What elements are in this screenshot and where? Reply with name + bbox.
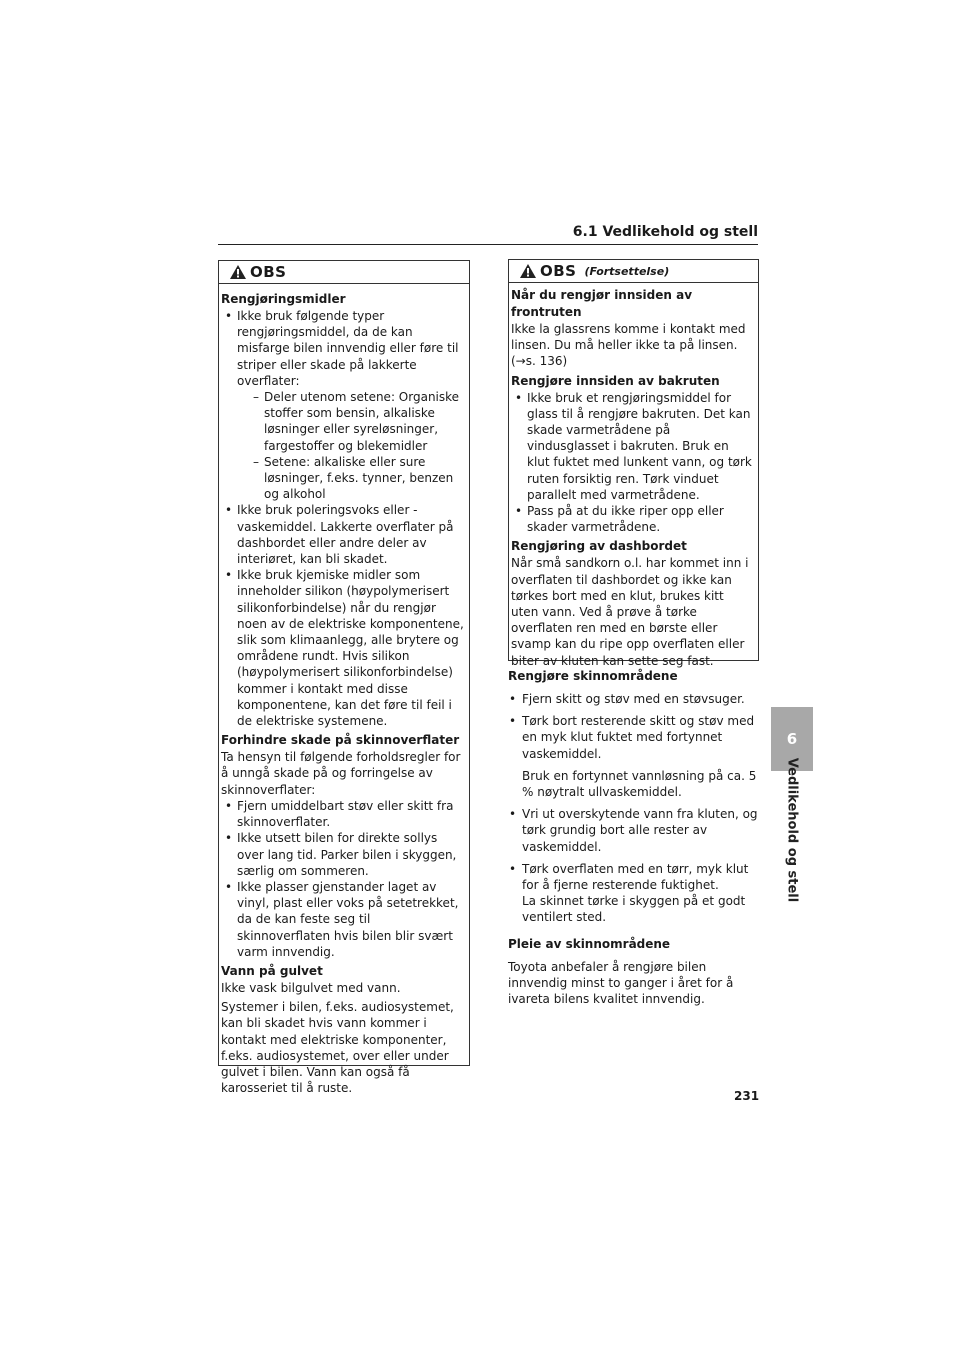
list-item: • Fjern skitt og støv med en støvsuger.: [508, 691, 758, 707]
continued-label: (Fortsettelse): [584, 264, 670, 278]
list-item: [508, 861, 758, 926]
warning-icon: [519, 263, 537, 279]
list-item: [221, 308, 465, 502]
paragraph: Når små sandkorn o.l. har kommet inn i overflaten til dashbordet og ikke kan tørkes bort med en klut, brukes kitt uten vann. Ved å prøve å tørke overflaten ren med en børste eller svamp kan du ripe opp overflaten eller biter av kluten kan sette seg fast.: [511, 556, 749, 668]
heading-water-floor: Vann på gulvet: [221, 963, 323, 978]
heading-windshield: Når du rengjør innsiden av frontruten: [511, 288, 693, 319]
list-item: • Ikke bruk poleringsvoks eller -vaskemiddel. Lakkerte overflater på dashbordet eller andre deler av interiøret, kan bli skadet.: [221, 502, 465, 567]
paragraph: Ta hensyn til følgende forholdsregler for å unngå skade på og forringelse av skinnoverflater:: [221, 750, 461, 797]
sub-list-item: – Deler utenom setene: Organiske stoffer som bensin, alkaliske løsninger eller syreløsninger, fargestoffer og blekemidler: [237, 389, 465, 454]
paragraph: Toyota anbefaler å rengjøre bilen innvendig minst to ganger i året for å ivareta bilens kvalitet innvendig.: [508, 959, 734, 1007]
list-item-text: Tørk overflaten med en tørr, myk klut for å fjerne resterende fuktighet.: [522, 861, 749, 893]
list-item-text: Ikke bruk følgende typer rengjøringsmiddel, da de kan misfarge bilen innvendig eller føre til striper eller skade på lakkerte overflater:: [237, 309, 459, 388]
list-item: • Ikke plasser gjenstander laget av vinyl, plast eller voks på setetrekket, da de kan feste seg til skinnoverflaten hvis bilen blir svært varm innvendig.: [221, 879, 465, 960]
list-item: [508, 713, 758, 800]
list-item-subtext: La skinnet tørke i skyggen på et godt ventilert sted.: [522, 894, 746, 925]
list-item: • Fjern umiddelbart støv eller skitt fra skinnoverflater.: [221, 798, 465, 830]
warning-icon: [229, 264, 247, 280]
page-header: [218, 222, 758, 245]
list-item: • Vri ut overskytende vann fra kluten, og tørk grundig bort alle rester av vaskemiddel.: [508, 806, 758, 855]
chapter-side-label: Vedlikehold og stell: [784, 757, 800, 903]
list-item: • Ikke bruk kjemiske midler som inneholder silikon (høypolymerisert silikonforbindelse) når du rengjør noen av de elektriske komponentene, slik som klimaanlegg, alle brytere og områdene rundt. Hvis silikon (høypolymerisert silikonforbindelse) kommer i kontakt med disse komponentene, kan det føre til feil i de elektriske systemene.: [221, 567, 465, 729]
list-item-text: Tørk bort resterende skitt og støv med en myk klut fuktet med fortynnet vaskemiddel.: [522, 714, 755, 761]
heading-dashboard: Rengjøring av dashbordet: [511, 539, 687, 554]
page-number: 231: [734, 1089, 760, 1103]
sub-list-item: – Setene: alkaliske eller sure løsninger, f.eks. tynner, benzen og alkohol: [237, 454, 465, 503]
paragraph: Systemer i bilen, f.eks. audiosystemet, kan bli skadet hvis vann kommer i kontakt med elektriske komponenter, f.eks. audiosystemet, over eller under gulvet i bilen. Vann kan også få karosseriet til å ruste.: [221, 1000, 454, 1096]
chapter-number: 6: [786, 730, 798, 748]
caution-box-left: [218, 260, 470, 1096]
caution-box-right: [508, 259, 759, 668]
list-item: • Ikke utsett bilen for direkte sollys over lang tid. Parker bilen i skyggen, særlig om sommeren.: [221, 830, 465, 879]
paragraph: Ikke la glassrens komme i kontakt med linsen. Du må heller ikke ta på linsen. (→s. 136): [511, 322, 746, 369]
heading-rear-window: Rengjøre innsiden av bakruten: [511, 373, 720, 388]
paragraph: Ikke vask bilgulvet med vann.: [221, 980, 401, 995]
heading-cleaning-agents: Rengjøringsmidler: [221, 292, 346, 306]
main-content: [508, 668, 758, 1010]
section-title: 6.1 Vedlikehold og stell: [572, 224, 758, 240]
caution-header: [509, 260, 758, 283]
list-item: • Pass på at du ikke riper opp eller skader varmetrådene.: [511, 503, 754, 535]
heading-leather-damage: Forhindre skade på skinnoverflater: [221, 733, 460, 748]
list-item-subtext: Bruk en fortynnet vannløsning på ca. 5 % nøytralt ullvaskemiddel.: [522, 768, 757, 800]
heading-leather-care: Pleie av skinnområdene: [508, 936, 671, 951]
caution-label: OBS: [250, 263, 287, 281]
heading-leather-cleaning: Rengjøre skinnområdene: [508, 669, 678, 683]
caution-header: [219, 261, 469, 284]
caution-label: OBS: [540, 262, 577, 280]
list-item: • Ikke bruk et rengjøringsmiddel for glass til å rengjøre bakruten. Det kan skade varmetrådene på vindusglasset i bakruten. Bruk en klut fuktet med lunkent vann, og tørk ruten forsiktig ren. Tørk vinduet parallelt med varmetrådene.: [511, 390, 754, 503]
